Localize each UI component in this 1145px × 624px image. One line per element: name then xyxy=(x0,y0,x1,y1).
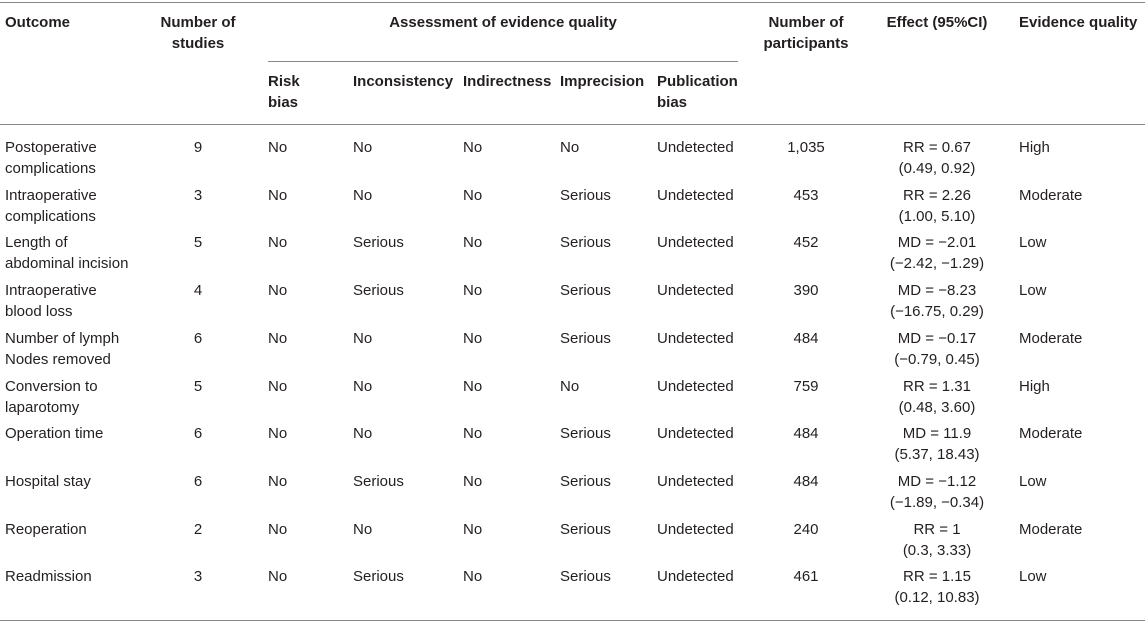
cell-participants: 461 xyxy=(793,568,819,585)
header-number-of-studies: Number of studies xyxy=(160,14,236,52)
cell-line: Intraoperative xyxy=(5,187,97,204)
cell-risk-bias: No xyxy=(268,378,288,395)
cell-line: abdominal incision xyxy=(5,255,129,272)
cell-line: RR = 1 xyxy=(913,521,961,538)
cell-line: (0.49, 0.92) xyxy=(898,160,976,177)
cell-studies: 6 xyxy=(193,330,203,347)
cell-effect xyxy=(872,471,1002,513)
cell-line: RR = 1.31 xyxy=(903,378,971,395)
cell-effect xyxy=(872,280,1002,322)
cell-line: MD = −8.23 xyxy=(897,282,977,299)
cell-imprecision: No xyxy=(560,378,580,395)
header-indirectness: Indirectness xyxy=(463,73,552,90)
cell-inconsistency: No xyxy=(353,187,373,204)
cell-risk-bias: No xyxy=(268,234,288,251)
cell-line: (5.37, 18.43) xyxy=(894,446,980,463)
header-risk-bias: Risk bias xyxy=(268,73,300,111)
cell-inconsistency: Serious xyxy=(353,568,404,585)
cell-indirectness: No xyxy=(463,425,483,442)
cell-line: Number of lymph xyxy=(5,330,120,347)
header-imprecision: Imprecision xyxy=(560,73,645,90)
cell-imprecision: Serious xyxy=(560,521,611,538)
cell-effect xyxy=(872,423,1002,465)
cell-inconsistency: No xyxy=(353,139,373,156)
cell-outcome xyxy=(5,471,91,492)
cell-risk-bias: No xyxy=(268,330,288,347)
cell-line: (0.12, 10.83) xyxy=(894,589,980,606)
cell-line: (−2.42, −1.29) xyxy=(889,255,985,272)
header-outcome: Outcome xyxy=(5,14,71,31)
cell-line: (−1.89, −0.34) xyxy=(889,494,985,511)
cell-line: RR = 2.26 xyxy=(903,187,971,204)
cell-inconsistency: Serious xyxy=(353,234,404,251)
cell-risk-bias: No xyxy=(268,473,288,490)
cell-line: Reoperation xyxy=(5,521,87,538)
cell-line: (0.3, 3.33) xyxy=(902,542,972,559)
cell-studies: 6 xyxy=(193,473,203,490)
table-bottom-rule xyxy=(0,620,1145,621)
cell-imprecision: Serious xyxy=(560,425,611,442)
cell-effect xyxy=(872,566,1002,608)
cell-inconsistency: No xyxy=(353,425,373,442)
cell-publication-bias: Undetected xyxy=(657,473,734,490)
cell-studies: 5 xyxy=(193,234,203,251)
cell-publication-bias: Undetected xyxy=(657,425,734,442)
cell-risk-bias: No xyxy=(268,139,288,156)
cell-participants: 759 xyxy=(793,378,819,395)
cell-effect xyxy=(872,519,1002,561)
cell-indirectness: No xyxy=(463,330,483,347)
cell-effect xyxy=(872,376,1002,418)
cell-outcome xyxy=(5,519,87,540)
cell-studies: 3 xyxy=(193,568,203,585)
cell-indirectness: No xyxy=(463,282,483,299)
cell-line: Length of xyxy=(5,234,68,251)
cell-quality: High xyxy=(1019,139,1050,156)
cell-quality: High xyxy=(1019,378,1050,395)
cell-effect xyxy=(872,137,1002,179)
cell-imprecision: Serious xyxy=(560,330,611,347)
cell-participants: 390 xyxy=(793,282,819,299)
cell-line: RR = 1.15 xyxy=(903,568,971,585)
cell-outcome xyxy=(5,137,97,179)
cell-quality: Low xyxy=(1019,473,1047,490)
cell-line: Postoperative xyxy=(5,139,97,156)
cell-inconsistency: Serious xyxy=(353,473,404,490)
cell-risk-bias: No xyxy=(268,282,288,299)
cell-quality: Moderate xyxy=(1019,521,1083,538)
cell-outcome xyxy=(5,185,97,227)
cell-participants: 484 xyxy=(793,425,819,442)
cell-line: (−16.75, 0.29) xyxy=(890,303,984,320)
cell-inconsistency: No xyxy=(353,521,373,538)
cell-indirectness: No xyxy=(463,139,483,156)
cell-line: Intraoperative xyxy=(5,282,97,299)
cell-participants: 1,035 xyxy=(787,139,825,156)
cell-outcome xyxy=(5,328,119,370)
cell-line: RR = 0.67 xyxy=(903,139,971,156)
header-number-of-participants: Number of participants xyxy=(763,14,849,52)
cell-participants: 452 xyxy=(793,234,819,251)
cell-publication-bias: Undetected xyxy=(657,139,734,156)
cell-line: laparotomy xyxy=(5,399,80,416)
cell-line: blood loss xyxy=(5,303,73,320)
cell-line: (1.00, 5.10) xyxy=(898,208,976,225)
cell-publication-bias: Undetected xyxy=(657,187,734,204)
table-top-rule xyxy=(0,2,1145,3)
cell-quality: Moderate xyxy=(1019,187,1083,204)
cell-risk-bias: No xyxy=(268,568,288,585)
cell-risk-bias: No xyxy=(268,187,288,204)
cell-line: MD = 11.9 xyxy=(902,425,972,442)
cell-outcome xyxy=(5,423,103,444)
cell-line: Hospital stay xyxy=(5,473,91,490)
cell-risk-bias: No xyxy=(268,521,288,538)
cell-inconsistency: No xyxy=(353,378,373,395)
cell-line: MD = −2.01 xyxy=(897,234,977,251)
cell-outcome xyxy=(5,232,128,274)
cell-indirectness: No xyxy=(463,187,483,204)
cell-participants: 484 xyxy=(793,473,819,490)
cell-imprecision: No xyxy=(560,139,580,156)
header-inconsistency: Inconsistency xyxy=(353,73,454,90)
cell-indirectness: No xyxy=(463,473,483,490)
cell-outcome xyxy=(5,280,97,322)
cell-indirectness: No xyxy=(463,378,483,395)
cell-indirectness: No xyxy=(463,234,483,251)
assessment-group-rule xyxy=(268,61,738,62)
cell-imprecision: Serious xyxy=(560,282,611,299)
cell-outcome xyxy=(5,376,98,418)
cell-line: MD = −0.17 xyxy=(897,330,977,347)
cell-quality: Low xyxy=(1019,282,1047,299)
cell-quality: Low xyxy=(1019,234,1047,251)
cell-effect xyxy=(872,232,1002,274)
cell-imprecision: Serious xyxy=(560,473,611,490)
cell-studies: 9 xyxy=(193,139,203,156)
cell-line: (−0.79, 0.45) xyxy=(894,351,980,368)
cell-participants: 484 xyxy=(793,330,819,347)
cell-publication-bias: Undetected xyxy=(657,568,734,585)
header-effect: Effect (95%CI) xyxy=(886,14,988,31)
header-assessment: Assessment of evidence quality xyxy=(389,14,617,31)
cell-risk-bias: No xyxy=(268,425,288,442)
cell-line: Nodes removed xyxy=(5,351,111,368)
cell-imprecision: Serious xyxy=(560,234,611,251)
cell-quality: Moderate xyxy=(1019,330,1083,347)
cell-publication-bias: Undetected xyxy=(657,234,734,251)
cell-publication-bias: Undetected xyxy=(657,378,734,395)
cell-indirectness: No xyxy=(463,568,483,585)
cell-publication-bias: Undetected xyxy=(657,330,734,347)
cell-line: complications xyxy=(5,208,96,225)
cell-indirectness: No xyxy=(463,521,483,538)
cell-studies: 6 xyxy=(193,425,203,442)
cell-effect xyxy=(872,185,1002,227)
cell-studies: 3 xyxy=(193,187,203,204)
cell-quality: Low xyxy=(1019,568,1047,585)
cell-participants: 240 xyxy=(793,521,819,538)
header-publication-bias: Publication bias xyxy=(657,73,738,111)
cell-outcome xyxy=(5,566,92,587)
cell-effect xyxy=(872,328,1002,370)
cell-line: MD = −1.12 xyxy=(897,473,977,490)
header-evidence-quality: Evidence quality xyxy=(1019,14,1138,31)
cell-line: (0.48, 3.60) xyxy=(898,399,976,416)
cell-line: Readmission xyxy=(5,568,92,585)
cell-publication-bias: Undetected xyxy=(657,521,734,538)
cell-participants: 453 xyxy=(793,187,819,204)
cell-line: Conversion to xyxy=(5,378,98,395)
cell-quality: Moderate xyxy=(1019,425,1083,442)
cell-inconsistency: No xyxy=(353,330,373,347)
cell-line: complications xyxy=(5,160,96,177)
cell-studies: 2 xyxy=(193,521,203,538)
cell-publication-bias: Undetected xyxy=(657,282,734,299)
cell-studies: 4 xyxy=(193,282,203,299)
cell-line: Operation time xyxy=(5,425,104,442)
cell-inconsistency: Serious xyxy=(353,282,404,299)
cell-studies: 5 xyxy=(193,378,203,395)
header-bottom-rule xyxy=(0,124,1145,125)
cell-imprecision: Serious xyxy=(560,568,611,585)
cell-imprecision: Serious xyxy=(560,187,611,204)
